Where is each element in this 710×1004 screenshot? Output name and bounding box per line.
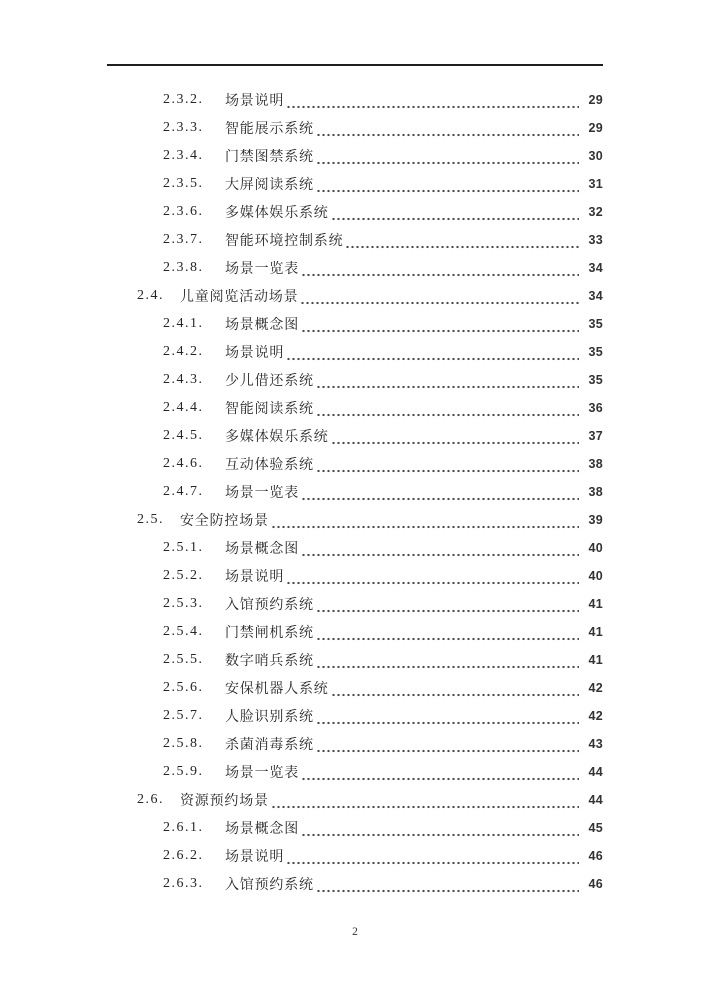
toc-entry-number: 2.5.3. (163, 596, 204, 611)
dot-leader (316, 870, 579, 898)
toc-entry[interactable] (107, 506, 603, 534)
toc-list (107, 86, 603, 898)
toc-entry-page: 38 (588, 457, 603, 471)
dot-leader (286, 86, 579, 114)
dot-leader (316, 590, 579, 618)
toc-entry[interactable] (107, 590, 603, 618)
toc-entry[interactable] (107, 170, 603, 198)
toc-entry-title: 杀菌消毒系统 (225, 738, 314, 753)
toc-entry[interactable] (107, 366, 603, 394)
toc-entry-page: 41 (588, 625, 603, 639)
toc-entry[interactable] (107, 254, 603, 282)
toc-entry-title: 智能展示系统 (225, 122, 314, 137)
toc-entry-page: 33 (588, 233, 603, 247)
dot-leader (301, 478, 579, 506)
dot-leader (301, 310, 579, 338)
dot-leader (316, 114, 579, 142)
toc-entry-number: 2.5. (137, 512, 164, 527)
toc-entry-page: 44 (588, 793, 603, 807)
toc-entry-title: 少儿借还系统 (225, 374, 314, 389)
toc-entry[interactable] (107, 758, 603, 786)
toc-entry-title: 场景一览表 (225, 486, 299, 501)
toc-entry-title: 门禁图禁系统 (225, 150, 314, 165)
dot-leader (301, 534, 579, 562)
toc-entry-number: 2.3.2. (163, 92, 204, 107)
toc-entry-page: 40 (588, 541, 603, 555)
toc-entry-number: 2.3.7. (163, 232, 204, 247)
dot-leader (286, 842, 579, 870)
dot-leader (316, 450, 579, 478)
dot-leader (331, 198, 579, 226)
toc-entry[interactable] (107, 646, 603, 674)
toc-entry-title: 智能环境控制系统 (225, 234, 344, 249)
toc-entry-number: 2.4.3. (163, 372, 204, 387)
toc-entry-page: 45 (588, 821, 603, 835)
toc-entry-page: 42 (588, 709, 603, 723)
toc-entry-title: 场景概念图 (225, 822, 299, 837)
toc-entry-title: 安全防控场景 (180, 514, 269, 529)
toc-entry-number: 2.6.3. (163, 876, 204, 891)
toc-entry-page: 34 (588, 261, 603, 275)
toc-entry-page: 41 (588, 653, 603, 667)
toc-entry-number: 2.4. (137, 288, 164, 303)
toc-entry-title: 场景说明 (225, 570, 285, 585)
toc-entry-number: 2.3.4. (163, 148, 204, 163)
toc-entry-number: 2.6.2. (163, 848, 204, 863)
toc-entry-number: 2.5.2. (163, 568, 204, 583)
toc-entry-number: 2.5.4. (163, 624, 204, 639)
header-rule (107, 64, 603, 66)
toc-entry-number: 2.5.8. (163, 736, 204, 751)
toc-entry-title: 入馆预约系统 (225, 598, 314, 613)
dot-leader (345, 226, 579, 254)
toc-entry-number: 2.4.4. (163, 400, 204, 415)
dot-leader (286, 562, 579, 590)
toc-entry-page: 42 (588, 681, 603, 695)
toc-entry[interactable] (107, 618, 603, 646)
toc-entry-number: 2.4.5. (163, 428, 204, 443)
toc-entry-number: 2.4.7. (163, 484, 204, 499)
toc-entry-number: 2.5.5. (163, 652, 204, 667)
toc-entry[interactable] (107, 310, 603, 338)
toc-entry-title: 场景一览表 (225, 262, 299, 277)
toc-entry-title: 智能阅读系统 (225, 402, 314, 417)
dot-leader (316, 366, 579, 394)
toc-entry[interactable] (107, 478, 603, 506)
toc-entry[interactable] (107, 114, 603, 142)
toc-entry[interactable] (107, 674, 603, 702)
toc-entry-page: 35 (588, 317, 603, 331)
toc-entry-title: 场景说明 (225, 346, 285, 361)
toc-entry[interactable] (107, 562, 603, 590)
toc-entry[interactable] (107, 786, 603, 814)
toc-entry-title: 场景概念图 (225, 318, 299, 333)
toc-entry-page: 31 (588, 177, 603, 191)
toc-entry-number: 2.4.2. (163, 344, 204, 359)
dot-leader (316, 618, 579, 646)
dot-leader (316, 702, 579, 730)
toc-entry[interactable] (107, 870, 603, 898)
toc-entry-number: 2.6.1. (163, 820, 204, 835)
toc-entry[interactable] (107, 534, 603, 562)
toc-entry-title: 数字哨兵系统 (225, 654, 314, 669)
dot-leader (316, 730, 579, 758)
toc-entry[interactable] (107, 730, 603, 758)
toc-entry-page: 35 (588, 373, 603, 387)
toc-entry[interactable] (107, 814, 603, 842)
toc-entry-page: 36 (588, 401, 603, 415)
toc-entry-title: 大屏阅读系统 (225, 178, 314, 193)
toc-entry-page: 30 (588, 149, 603, 163)
dot-leader (316, 142, 579, 170)
toc-entry-page: 29 (588, 93, 603, 107)
dot-leader (331, 422, 579, 450)
dot-leader (301, 758, 579, 786)
toc-entry-title: 门禁闸机系统 (225, 626, 314, 641)
toc-entry-number: 2.3.8. (163, 260, 204, 275)
page-footer (0, 922, 710, 940)
toc-entry-title: 儿童阅览活动场景 (180, 290, 299, 305)
toc-entry-page: 40 (588, 569, 603, 583)
toc-entry-page: 37 (588, 429, 603, 443)
dot-leader (316, 646, 579, 674)
toc-entry[interactable] (107, 450, 603, 478)
toc-entry[interactable] (107, 394, 603, 422)
dot-leader (286, 338, 579, 366)
toc-entry-title: 互动体验系统 (225, 458, 314, 473)
toc-entry-title: 安保机器人系统 (225, 682, 329, 697)
toc-entry-page: 32 (588, 205, 603, 219)
toc-entry-page: 29 (588, 121, 603, 135)
toc-entry-page: 34 (588, 289, 603, 303)
toc-entry-page: 46 (588, 877, 603, 891)
page-number: 2 (352, 926, 358, 938)
toc-entry-title: 场景一览表 (225, 766, 299, 781)
toc-entry[interactable] (107, 282, 603, 310)
toc-entry[interactable] (107, 702, 603, 730)
toc-entry-title: 多媒体娱乐系统 (225, 206, 329, 221)
toc-entry-title: 资源预约场景 (180, 794, 269, 809)
toc-entry-page: 44 (588, 765, 603, 779)
toc-entry-page: 38 (588, 485, 603, 499)
dot-leader (316, 170, 579, 198)
toc-entry-number: 2.5.1. (163, 540, 204, 555)
dot-leader (300, 282, 579, 310)
toc-entry-title: 场景说明 (225, 94, 285, 109)
toc-entry-number: 2.3.6. (163, 204, 204, 219)
dot-leader (271, 786, 579, 814)
toc-entry[interactable] (107, 142, 603, 170)
toc-entry-number: 2.3.5. (163, 176, 204, 191)
toc-entry-number: 2.5.7. (163, 708, 204, 723)
toc-entry-number: 2.4.6. (163, 456, 204, 471)
toc-entry-title: 入馆预约系统 (225, 878, 314, 893)
toc-entry-title: 人脸识别系统 (225, 710, 314, 725)
toc-entry[interactable] (107, 198, 603, 226)
dot-leader (316, 394, 579, 422)
toc-entry-number: 2.4.1. (163, 316, 204, 331)
toc-entry-page: 43 (588, 737, 603, 751)
toc-entry-number: 2.5.9. (163, 764, 204, 779)
toc-entry-number: 2.3.3. (163, 120, 204, 135)
toc-entry-page: 41 (588, 597, 603, 611)
dot-leader (331, 674, 579, 702)
toc-entry[interactable] (107, 226, 603, 254)
dot-leader (301, 814, 579, 842)
toc-entry[interactable] (107, 842, 603, 870)
dot-leader (301, 254, 579, 282)
toc-entry[interactable] (107, 86, 603, 114)
toc-entry[interactable] (107, 338, 603, 366)
toc-entry-number: 2.6. (137, 792, 164, 807)
toc-entry-page: 35 (588, 345, 603, 359)
toc-entry-title: 场景概念图 (225, 542, 299, 557)
toc-entry-title: 场景说明 (225, 850, 285, 865)
toc-entry-title: 多媒体娱乐系统 (225, 430, 329, 445)
dot-leader (271, 506, 579, 534)
toc-entry-number: 2.5.6. (163, 680, 204, 695)
toc-entry-page: 39 (588, 513, 603, 527)
toc-entry-page: 46 (588, 849, 603, 863)
toc-entry[interactable] (107, 422, 603, 450)
